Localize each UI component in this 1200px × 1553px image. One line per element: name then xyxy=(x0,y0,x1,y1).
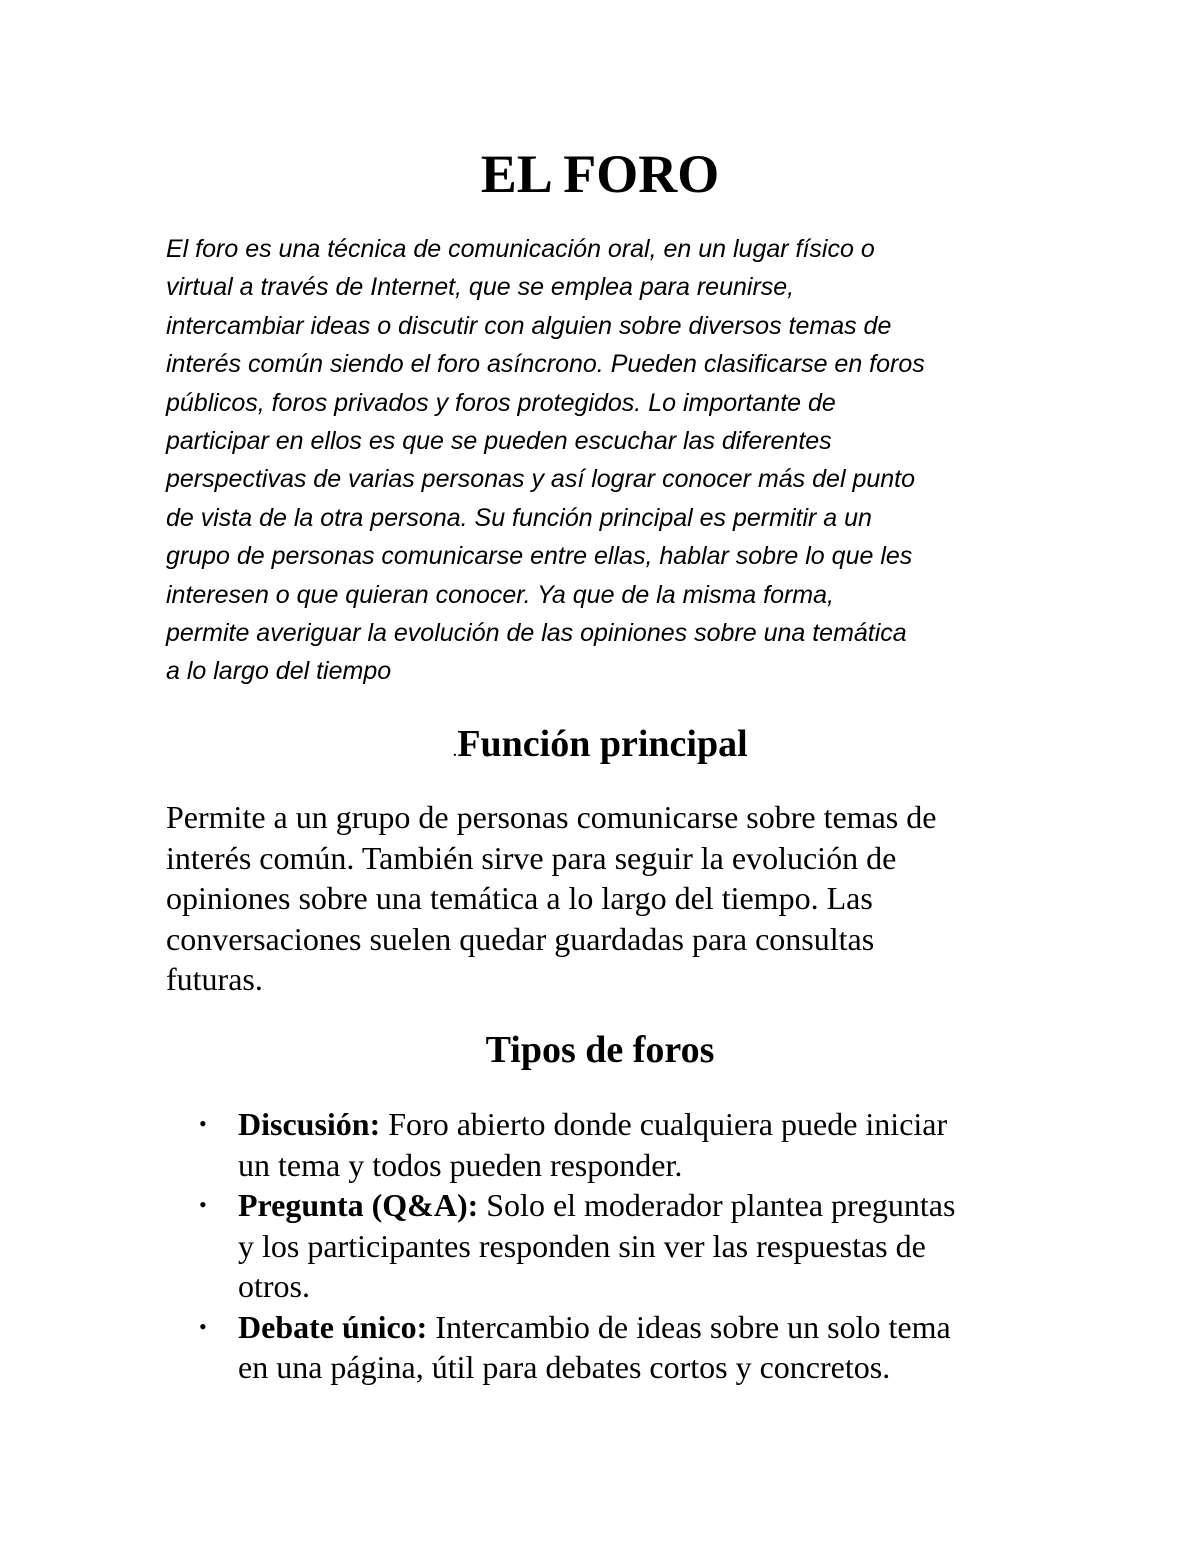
list-item-description: Foro abierto donde cualquiera puede iniciar un tema y todos pueden responder. xyxy=(238,1106,948,1183)
document-title: EL FORO xyxy=(480,144,720,204)
list-item xyxy=(166,1185,1066,1307)
list-item-description: Solo el moderador plantea preguntas y los participantes responden sin ver las respuestas de otros. xyxy=(238,1187,956,1304)
section-heading-funcion-label: Función principal xyxy=(457,723,748,765)
list-item-term: Debate único: xyxy=(238,1308,428,1345)
forum-types-list xyxy=(166,1104,1066,1388)
heading-prefix-dot: . xyxy=(452,739,458,761)
bullet-icon: • xyxy=(199,1192,207,1217)
list-item-term: Pregunta (Q&A): xyxy=(238,1187,479,1223)
list-item xyxy=(166,1307,1066,1388)
section-heading-funcion xyxy=(0,720,1200,774)
bullet-icon: • xyxy=(199,1111,207,1136)
list-item-description: Intercambio de ideas sobre un solo tema en una página, útil para debates cortos y concretos. xyxy=(238,1308,951,1385)
list-item-term: Discusión: xyxy=(238,1106,381,1142)
bullet-icon: • xyxy=(199,1313,207,1339)
list-item xyxy=(166,1104,1066,1185)
section-heading-tipos: Tipos de foros xyxy=(485,1029,715,1071)
funcion-paragraph: Permite a un grupo de personas comunicarse sobre temas de interés común. También sirve para seguir la evolución de opiniones sobre una temática a lo largo del tiempo. Las conversaciones suelen quedar guardadas para consultas futuras. xyxy=(166,799,937,997)
intro-paragraph: El foro es una técnica de comunicación oral, en un lugar físico o virtual a través de Internet, que se emplea para reunirse, intercambiar ideas o discutir con alguien sobre diversos temas de interés común siendo el foro asíncrono. Pueden clasificarse en foros públicos, foros privados y foros protegidos. Lo importante de participar en ellos es que se pueden escuchar las diferentes perspectivas de varias personas y así lograr conocer más del punto de vista de la otra persona. Su función principal es permitir a un grupo de personas comunicarse entre ellas, hablar sobre lo que les interesen o que quieran conocer. Ya que de la misma forma, permite averiguar la evolución de las opiniones sobre una temática a lo largo del tiempo xyxy=(166,235,925,686)
